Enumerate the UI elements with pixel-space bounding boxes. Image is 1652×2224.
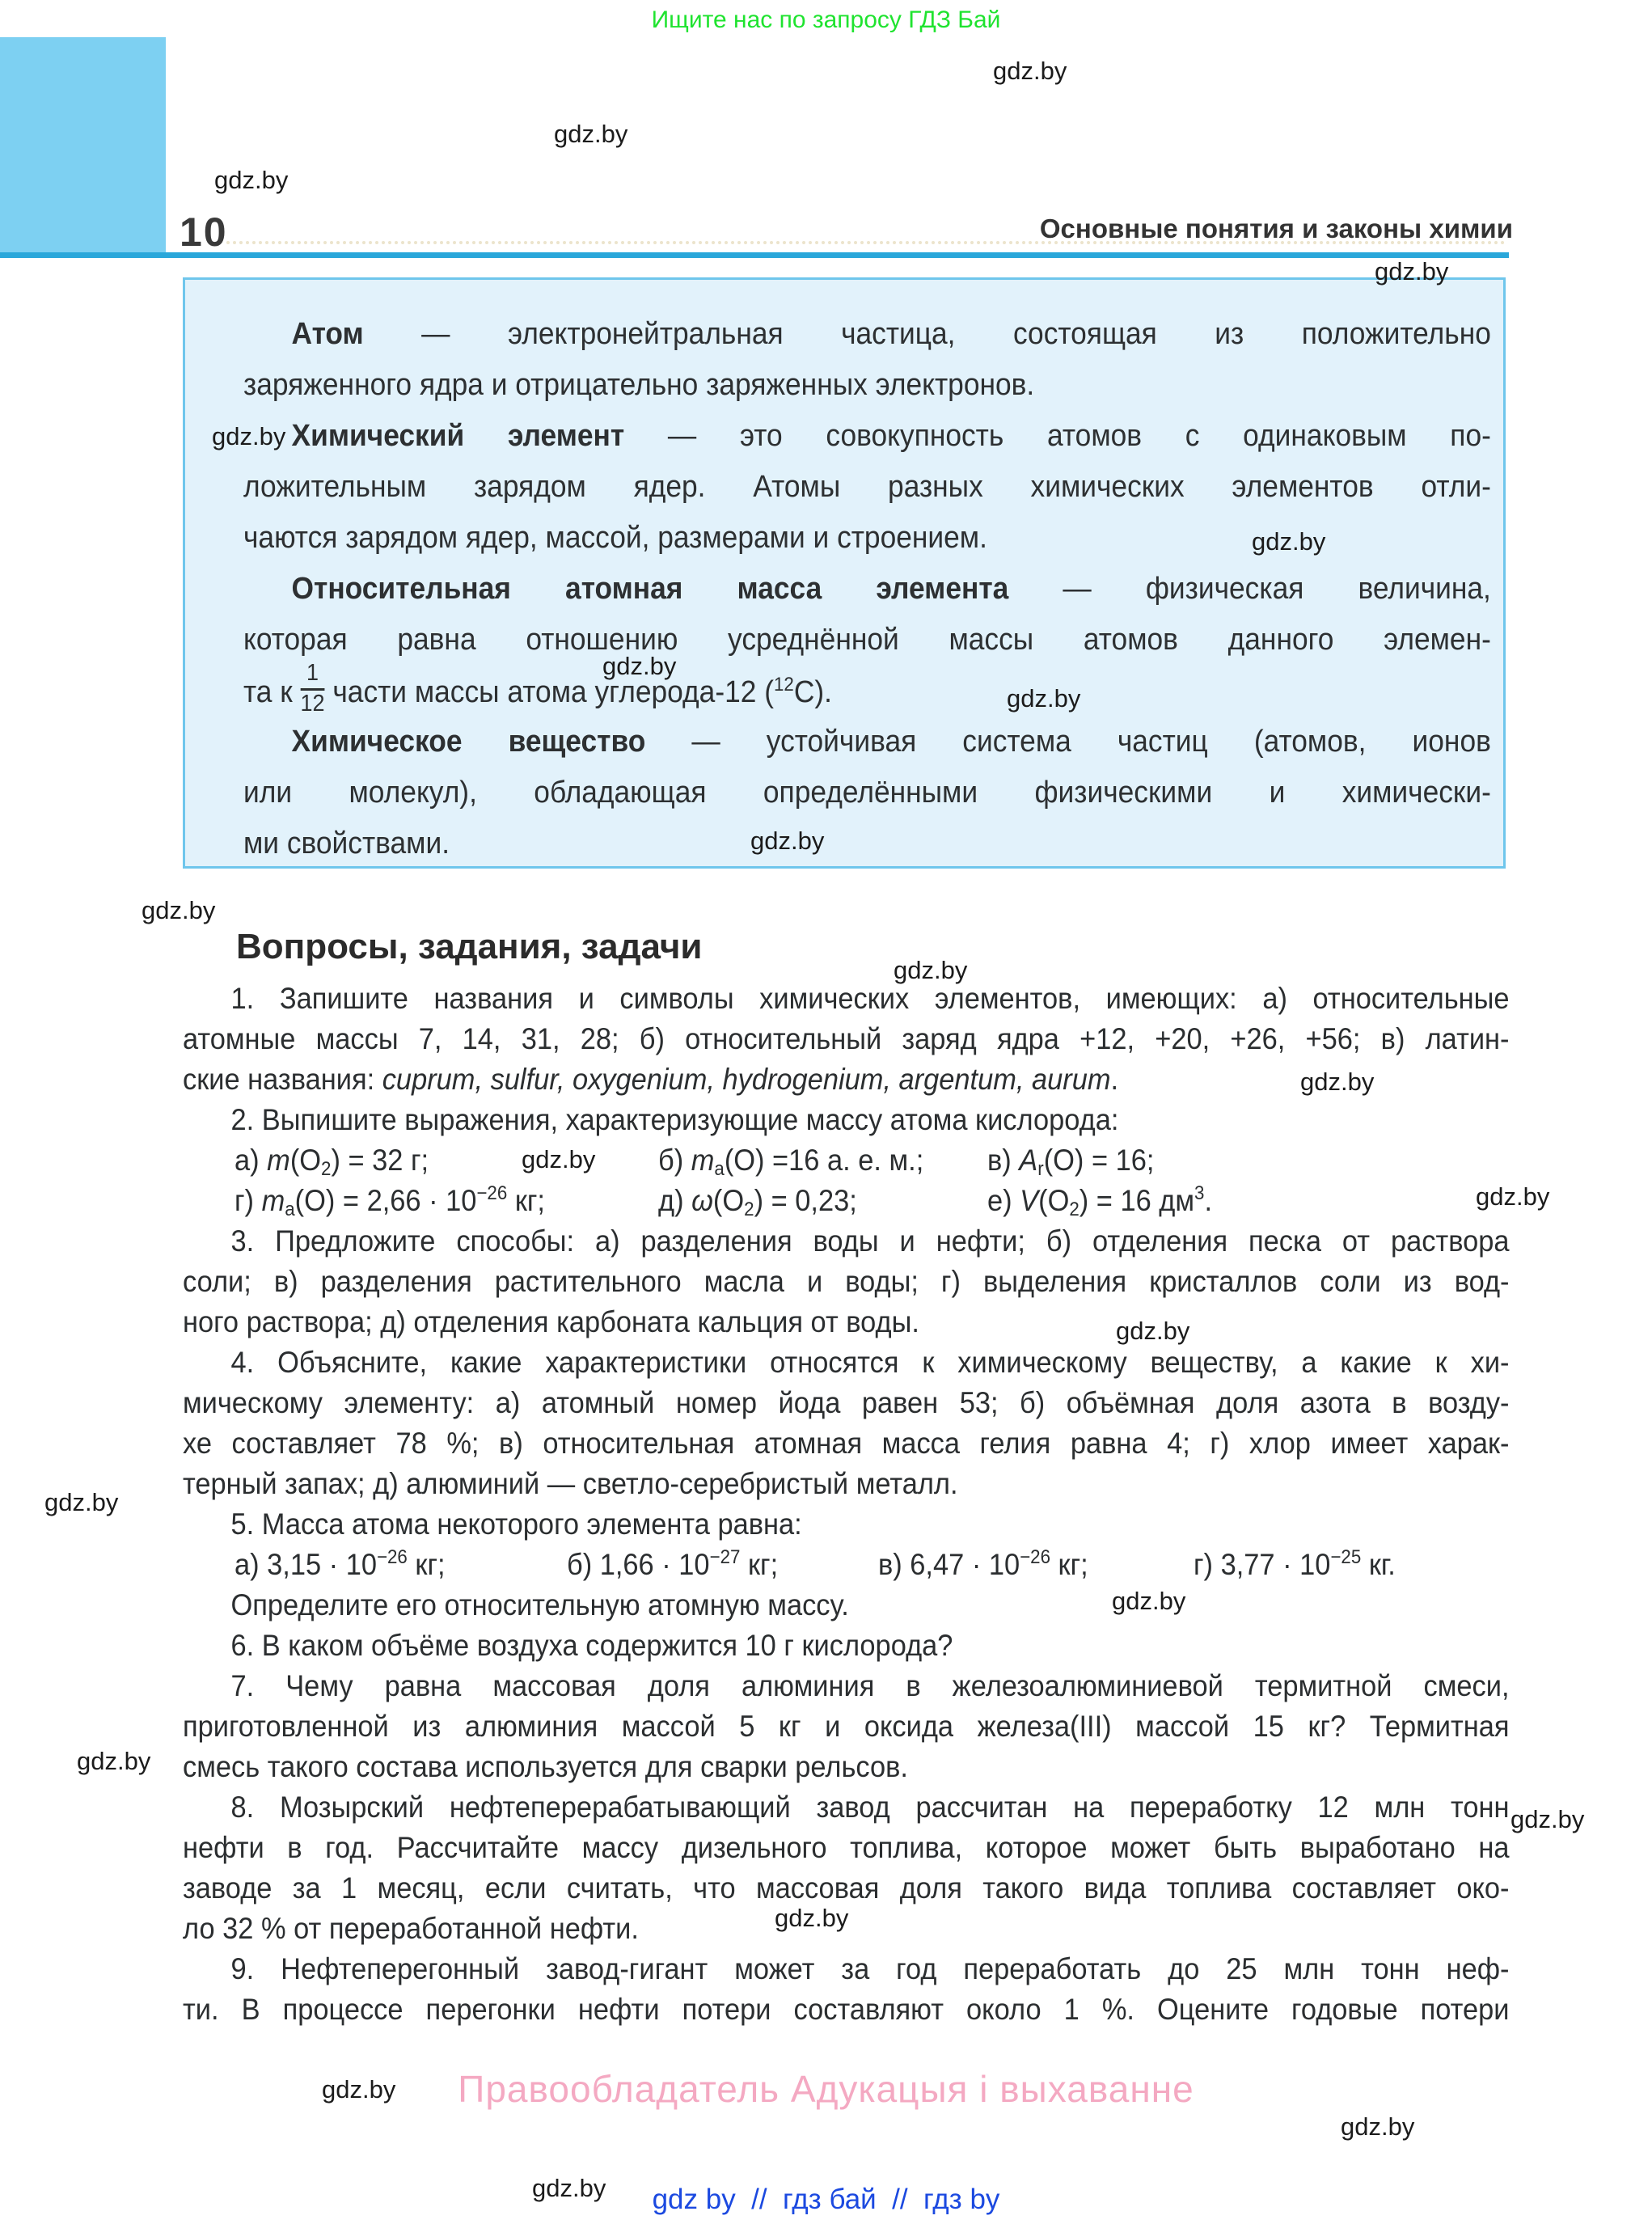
text-line: ло 32 % от переработанной нефти. <box>183 1912 639 1945</box>
gdz-watermark: gdz.by <box>1510 1805 1585 1833</box>
text-line: 2. Выпишите выражения, характеризующие массу атома кислорода: <box>230 1103 1119 1136</box>
text-line: ного раствора; д) отделения карбоната кальция от воды. <box>183 1305 919 1338</box>
text-line: соли; в) разделения растительного масла и воды; г) выделения кристаллов соли из вод- <box>183 1265 1510 1298</box>
gdz-watermark: gdz.by <box>1252 527 1326 556</box>
text-line: 5. Масса атома некоторого элемента равна: <box>230 1507 802 1541</box>
text-line: 3. Предложите способы: а) разделения воды и нефти; б) отделения песка от раствора <box>230 1224 1510 1258</box>
text-line: а) $3,15 \cdot 10^{-26}$ кг; б) $1,66 \cdot 10^{-27}$ кг; в) $6,47 \cdot 10^{-26}$ кг; г) $3,77 \cdot 10^{-25}$ кг. <box>234 1546 1396 1581</box>
gdz-watermark: gdz.by <box>993 57 1067 85</box>
chapter-title: Основные понятия и законы химии <box>1039 214 1513 243</box>
text-line: Относительная атомная масса элемента — физическая величина, <box>291 572 1491 606</box>
gdz-watermark: gdz.by <box>322 2075 396 2103</box>
text-line: хе составляет 78 %; в) относительная атомная масса гелия равна 4; г) хлор имеет харак- <box>183 1427 1510 1460</box>
text-line: Определите его относительную атомную массу. <box>230 1588 849 1621</box>
gdz-watermark: gdz.by <box>1112 1587 1186 1615</box>
text-line: г) $m_a(O) = 2,66 \cdot 10^{-26}$ кг; д) $\omega(O_2) = 0,23$; е) $V(O_2) = 16$ $дм^3$. <box>234 1182 1213 1220</box>
text-line: атомные массы 7, 14, 31, 28; б) относительный заряд ядра +12, +20, +26, +56; в) латин- <box>183 1022 1510 1055</box>
gdz-watermark: gdz.by <box>212 422 286 450</box>
text-line: смесь такого состава используется для сварки рельсов. <box>183 1750 908 1783</box>
text-line: заводе за 1 месяц, если считать, что массовая доля такого вида топлива составляет око- <box>183 1871 1510 1905</box>
text-line: Химический элемент — это совокупность атомов с одинаковым по- <box>291 419 1491 453</box>
gdz-watermark: gdz.by <box>1375 257 1449 285</box>
gdz-watermark: gdz.by <box>44 1488 119 1516</box>
gdz-watermark: gdz.by <box>214 166 289 194</box>
gdz-watermark: gdz.by <box>522 1145 596 1173</box>
text-line: приготовленной из алюминия массой 5 кг и оксида железа(III) массой 15 кг? Термитная <box>183 1710 1510 1743</box>
questions-text <box>183 979 1509 2030</box>
definitions-box <box>183 277 1506 869</box>
gdz-watermark: gdz.by <box>77 1747 151 1775</box>
footer-links: gdz by // гдз бай // гдз by <box>652 2184 1000 2215</box>
text-line: терный запах; д) алюминий — светло-серебристый металл. <box>183 1467 958 1500</box>
questions-heading: Вопросы, задания, задачи <box>236 927 703 966</box>
gdz-watermark: gdz.by <box>1476 1182 1550 1211</box>
text-line: заряженного ядра и отрицательно заряженных электронов. <box>243 368 1035 402</box>
gdz-watermark: gdz.by <box>894 956 968 984</box>
text-line: 7. Чему равна массовая доля алюминия в железоалюминиевой термитной смеси, <box>230 1669 1510 1702</box>
gdz-watermark: gdz.by <box>554 120 628 148</box>
text-line: ми свойствами. <box>243 827 450 860</box>
corner-accent-block <box>0 37 166 252</box>
text-line: Атом — электронейтральная частица, состоящая из положительно <box>291 317 1491 351</box>
text-line: мическому элементу: а) атомный номер йода равен 53; б) объёмная доля азота в возду- <box>183 1386 1510 1419</box>
gdz-watermark: gdz.by <box>1341 2112 1415 2141</box>
text-line: или молекул), обладающая определёнными физическими и химически- <box>243 776 1491 810</box>
text-line: та к $\frac{1}{12}$ части массы атома углерода-12 ($^{12}$C). <box>243 660 832 717</box>
text-line: чаются зарядом ядер, массой, размерами и строением. <box>243 521 987 555</box>
text-line: Химическое вещество — устойчивая система частиц (атомов, ионов <box>291 725 1491 759</box>
gdz-watermark: gdz.by <box>602 652 677 680</box>
gdz-watermark: gdz.by <box>1116 1317 1190 1345</box>
text-line: 6. В каком объёме воздуха содержится 10 г кислорода? <box>230 1629 953 1662</box>
gdz-watermark: gdz.by <box>775 1904 849 1932</box>
text-line: нефти в год. Рассчитайте массу дизельного топлива, которое может быть выработано на <box>183 1831 1510 1864</box>
text-line: ложительным зарядом ядер. Атомы разных химических элементов отли- <box>243 470 1491 504</box>
text-line: которая равна отношению усреднённой массы атомов данного элемен- <box>243 623 1491 657</box>
text-line: 8. Мозырский нефтеперерабатывающий завод рассчитан на переработку 12 млн тонн <box>230 1791 1510 1824</box>
promo-banner: Ищите нас по запросу ГДЗ Бай <box>651 6 1001 33</box>
page-number: 10 <box>180 209 228 255</box>
text-line: ские названия: cuprum, sulfur, oxygenium, hydrogenium, argentum, aurum. <box>183 1063 1119 1096</box>
text-line: а) $m(O_2) = 32$ г; б) $m_a(O) =16$ а. е. м.; в) $A_r(O) = 16$; <box>234 1144 1155 1180</box>
gdz-watermark: gdz.by <box>750 827 825 855</box>
text-line: 9. Нефтеперегонный завод-гигант может за год переработать до 25 млн тонн неф- <box>230 1952 1510 1985</box>
gdz-watermark: gdz.by <box>142 896 216 924</box>
text-line: ти. В процессе перегонки нефти потери составляют около 1 %. Оцените годовые потери <box>183 1993 1510 2026</box>
text-line: 4. Объясните, какие характеристики относятся к химическому веществу, а какие к хи- <box>230 1346 1510 1379</box>
gdz-watermark: gdz.by <box>532 2174 606 2202</box>
gdz-watermark: gdz.by <box>1300 1068 1375 1096</box>
gdz-watermark: gdz.by <box>1007 684 1081 712</box>
fraction: $\frac{1}{12}$ <box>300 660 325 717</box>
copyright-notice: Правообладатель Адукацыя і выхаванне <box>458 2068 1194 2110</box>
text-line: 1. Запишите названия и символы химических элементов, имеющих: а) относительные <box>230 982 1510 1015</box>
